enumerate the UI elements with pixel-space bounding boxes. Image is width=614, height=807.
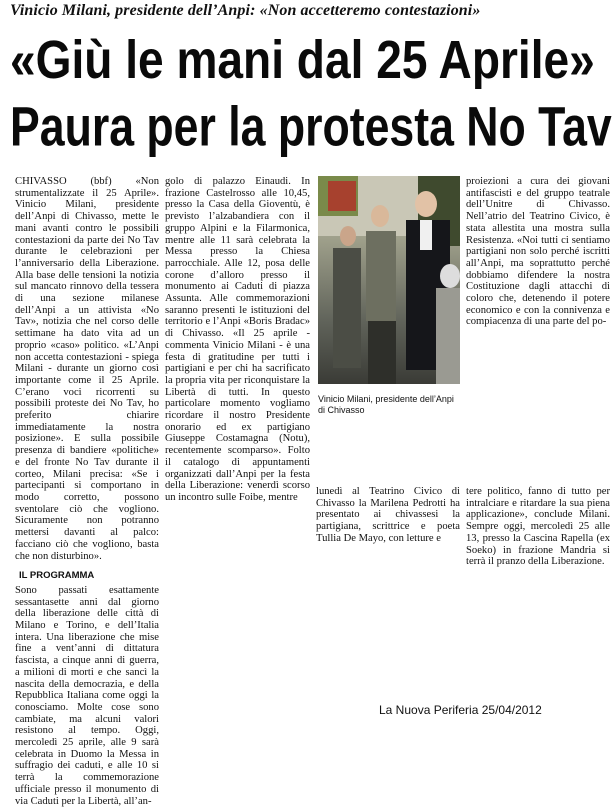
photo-caption: Vinicio Milani, presidente dell’Anpi di Chivasso	[318, 394, 454, 415]
section-heading: IL PROGRAMMA	[19, 570, 95, 582]
article-col3-text: lunedì al Teatrino Civico di Chivasso la Marilena Pedrotti ha presentato ai chivassesi la partigiana, scrittrice e poeta Tullia De Mayo, con letture e	[316, 486, 460, 544]
article-column-2	[165, 176, 310, 503]
article-intro-text: CHIVASSO (bbf) «Non strumentalizzate il 25 Aprile». Vinicio Milani, presidente dell’Anpi di Chivasso, mette le mani avanti contro le possibili contestazioni da parte dei No Tav durante le celebrazioni per l’anniversario della Liberazione. Alla base delle tensioni la notizia sul mancato rinnovo della tessera di una sezione milanese dell’Anpi a un attivista «No Tav», notizia che nel corso delle settimane ha dato vita ad un proprio «caso» politico. «L’Anpi non accetta contestazioni - spiega Milani - durante un giorno così importante come il 25 Aprile. C’erano voci ricorrenti su possibili proteste dei No Tav, ho preferito chiarire immediatamente la nostra posizione». E sulla possibile presenza di bandiere «politiche» e del fronte No Tav durante il corteo, Milani precisa: «Se i partecipanti si comportano in modo corretto, possono sventolare ciò che vogliono. Sicuramente non potranno mettersi davanti al palco: facciano ciò che vogliono, basta che non disturbino».	[15, 176, 159, 562]
photo-illustration	[318, 176, 460, 384]
article-column-1	[15, 176, 159, 807]
article-kicker: Vinicio Milani, presidente dell’Anpi: «Non accetteremo contestazioni»	[10, 2, 481, 19]
milani-photo	[318, 176, 460, 384]
article-program-text: Sono passati esattamente sessantasette anni dal giorno della liberazione delle città di Milano e Torino, e dell’Italia intera. Una liberazione che mise fine a vent’anni di dittatura fascista, a cinque anni di guerra, a milioni di morti e che sancì la nascita della democrazia, e della Repubblica Italiana come oggi la conosciamo. Molte cose sono cambiate, ma alcuni valori resistono al tempo. Oggi, mercoledì 25 aprile, alle 9 sarà celebrata in Duomo la Messa in suffragio dei caduti, e alle 10 si terrà la commemorazione ufficiale presso il monumento di via Caduti per la Libertà, all’an-	[15, 584, 159, 807]
article-column-5	[466, 486, 610, 568]
headline-line-1: «Giù le mani dal 25 Aprile»	[10, 31, 595, 91]
article-col4-text: proiezioni a cura dei giovani antifascisti e del gruppo teatrale dell’Unitre di Chivasso. Nell’atrio del Teatrino Civico, è stata allestita una mostra sulla Resistenza. «Noi tutti ci sentiamo partigiani non solo perché iscritti all’Anpi, ma soprattutto perché dobbiamo difendere la nostra Costituzione dagli attacchi di coloro che, detenendo il potere economico e con la connivenza e compiacenza di una parte del po-	[466, 176, 610, 328]
article-col2-text: golo di palazzo Einaudi. In frazione Castelrosso alle 10,45, presso la Casa della Gioventù, è previsto l’alzabandiera con il gruppo Alpini e la Filarmonica, mentre alle 11 sarà celebrata la Messa presso la Chiesa parrocchiale. Alle 12, posa delle corone d’alloro presso il monumento ai Caduti di piazza Assunta. Alle commemorazioni saranno presenti le istituzioni del territorio e l’Anpi «Boris Bradac» di Chivasso. «Il 25 aprile - commenta Vinicio Milani - è una festa di gratitudine per tutti i partigiani e per chi ha sacrificato la propria vita per riconquistare la Libertà di tutti. In questo particolare momento vogliamo ricordare il nostro Presidente onorario ed ex partigiano Giuseppe Costamagna (Notu), recentemente scomparso». Folto il catalogo di appuntamenti organizzati dall’Anpi per la festa della Liberazione: venerdì scorso un incontro sulle Foibe, mentre	[165, 176, 310, 503]
headline-line-2: Paura per la protesta No Tav	[10, 95, 612, 158]
article-column-3	[316, 486, 460, 546]
source-line: La Nuova Periferia 25/04/2012	[379, 703, 542, 717]
article-col5-text: tere politico, fanno di tutto per intralciare e ritardare la sua piena applicazione», conclude Milani. Sempre oggi, mercoledì 25 alle 13, presso la Cascina Rapella (ex Soeko) in frazione Mandria si terrà il pranzo della Liberazione.	[466, 486, 610, 568]
